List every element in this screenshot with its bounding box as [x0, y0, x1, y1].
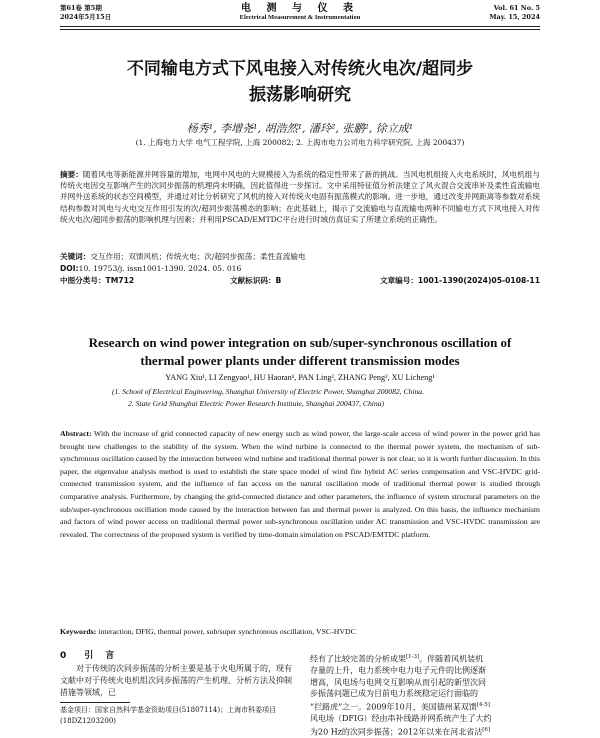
article-number: 文章编号：1001-1390(2024)05-0108-11	[379, 276, 540, 285]
keywords-en-text: interaction, DFIG, thermal power, sub/super synchronous oscillation, VSC-HVDC	[98, 627, 356, 636]
authors-en: YANG Xiu¹, LI Zengyao¹, HU Haoran¹, PAN Ling², ZHANG Peng², XU Licheng¹	[165, 373, 435, 382]
journal-name-cn: 电 测 与 仪 表	[241, 3, 359, 14]
intro-right-line-6: 风电场（DFIG）经由串补线路并网系统产生了大约	[310, 714, 492, 724]
intro-right-column	[310, 652, 540, 738]
doi-text: 10. 19753/j. issn1001-1390. 2024. 05. 016	[78, 264, 242, 273]
header-left	[60, 4, 111, 22]
intro-right-line-4: 步振荡问题已成为目前电力系统稳定运行面临的	[310, 689, 478, 699]
title-cn	[60, 56, 540, 108]
affiliation-en	[112, 386, 540, 409]
doi-label: DOI:	[60, 264, 79, 273]
journal-name-en: Electrical Measurement & Instrumentation	[239, 14, 361, 21]
header-center	[60, 4, 540, 22]
abstract-cn-label: 摘要：	[60, 170, 83, 179]
title-en-line-2: thermal power plants under different transmission modes	[140, 353, 460, 368]
document-code: 文献标识码：B	[230, 276, 282, 285]
intro-right-line-7: 为20 Hz的次同步振荡；2012年以来在河北省沽[6]	[310, 726, 491, 737]
keywords-cn-label: 关键词：	[60, 252, 91, 261]
title-cn-line-1: 不同输电方式下风电接入对传统火电次/超同步	[126, 59, 474, 79]
citation-ref: [1-3]	[406, 654, 420, 660]
keywords-en-label: Keywords:	[60, 627, 97, 636]
citation-ref: [4-5]	[476, 702, 490, 709]
abstract-en	[60, 428, 540, 541]
keywords-en	[60, 627, 540, 636]
affiliation-en-line-1: (1. School of Electrical Engineering, Shanghai University of Electric Power, Shanghai 200082, China.	[112, 387, 424, 396]
affiliation-en-line-2: 2. State Grid Shanghai Electric Power Research Institute, Shanghai 200437, China)	[128, 398, 384, 408]
title-cn-line-2: 振荡影响研究	[249, 85, 351, 105]
intro-right-line-5: “拦路虎”之一。2009年10月，美国德州某双馈[4-5]	[310, 702, 490, 712]
keywords-cn-text: 交互作用；双馈风机；传统火电；次/超同步振荡；柔性直流输电	[90, 252, 306, 261]
header-right	[489, 4, 540, 22]
header-rule-thin	[60, 29, 540, 30]
affiliation-cn: (1. 上海电力大学 电气工程学院, 上海 200082; 2. 上海市电力公司电力科学研究院, 上海 200437)	[135, 138, 465, 147]
abstract-cn	[60, 169, 540, 225]
intro-left-column: 对于传统的次同步振荡的分析主要是基于火电所属于的，现有文献中对于传统火电机组次同步振荡的产生机理、分析方法及抑制措施等领域，已	[60, 664, 292, 698]
funding-footnote: 基金项目：国家自然科学基金资助项目(51807114)；上海市科委项目(18DZ1203200)	[60, 706, 277, 725]
header-date-cn: 2024年5月15日	[60, 13, 112, 21]
header-rule-thick	[60, 26, 540, 27]
running-header	[60, 4, 540, 22]
section-heading-intro	[60, 648, 126, 661]
header-vol-en: Vol. 61 No. 5	[493, 4, 540, 12]
citation-ref: [6]	[482, 726, 491, 733]
doi	[60, 263, 540, 274]
authors-cn: 杨秀¹, 李增尧¹, 胡浩然¹, 潘玲², 张鹏², 徐立成¹	[186, 122, 414, 135]
title-en-line-1: Research on wind power integration on sub/super-synchronous oscillation of	[88, 335, 512, 350]
section-number: 0	[60, 651, 67, 661]
footnote-rule	[60, 702, 130, 703]
abstract-cn-text: 随着风电等新能源并网容量的增加，电网中风电的大规模接入为系统的稳定性带来了新的挑战。当风电机组接入火电系统时，风电机组与传统火电因交互影响产生的次同步振荡的机理尚未明确，因此值得进一步探讨。文中采用特征值分析法建立了风火混合交流串补及柔性直流输电并网外送系统的状态空间模型，并通过对比分析研究了风机的接入对传统火电固有振荡模式的影响。进一步地，通过改变并网距离等参数对系统结构参数对风电与火电交互作用引发的次/超同步振荡模态的影响；在此基础上，揭示了交流输电与直流输电两种不同输电方式下风电接入对传统火电次/超同步振荡的影响机理与因素；并利用PSCAD/EMTDC平台进行时域仿真证实了所建立系统的正确性。	[60, 170, 540, 224]
title-en	[60, 334, 540, 370]
keywords-cn	[60, 251, 540, 262]
intro-right-line-1: 经有了比较完善的分析成果[1-3]。伴随着风机装机	[310, 654, 484, 664]
intro-right-line-2: 存量的上升，电力系统中电力电子元件的比例逐渐	[310, 666, 486, 676]
section-title: 引言	[84, 651, 127, 661]
header-volume: 第61卷 第5期	[60, 4, 102, 12]
intro-right-line-1-tail: 。伴随着风机装机	[419, 654, 484, 664]
abstract-en-text: With the increase of grid connected capacity of new energy such as wind power, the large-scale access of wind power in the power grid has brought new challenges to the stability of the system. When the wind turbine is connected to the thermal power system, the mechanism of sub-synchronous oscillation caused by the interaction between wind turbine and traditional thermal power is not clear, so it is worth further discussion. In this paper, the eigenvalue analysis method is used to establish the state space model of wind fire hybrid AC series compensation and VSC-HVDC grid-connected transmission system, and the influence of fan access on the natural oscillation mode of traditional thermal power is studied through comparative analysis. Furthermore, by changing the grid-connected distance and other parameters, the influence of system structural parameters on the sub/super-synchronous oscillation mode caused by the interaction between fan and thermal power is analyzed. On this basis, the influence mechanism and factors of wind power access on traditional thermal power sub-synchronous oscillation under AC transmission and VSC-HVDC transmission are revealed. The correctness of the proposed system is verified by time-domain simulation on PSCAD/EMTDC platform.	[60, 429, 540, 539]
header-date-en: May. 15, 2024	[489, 13, 540, 21]
intro-right-line-3: 增高，风电场与电网交互影响从而引起的新型次同	[310, 677, 486, 687]
abstract-en-label: Abstract:	[60, 429, 92, 438]
clc-number: 中图分类号：TM712	[60, 276, 135, 285]
